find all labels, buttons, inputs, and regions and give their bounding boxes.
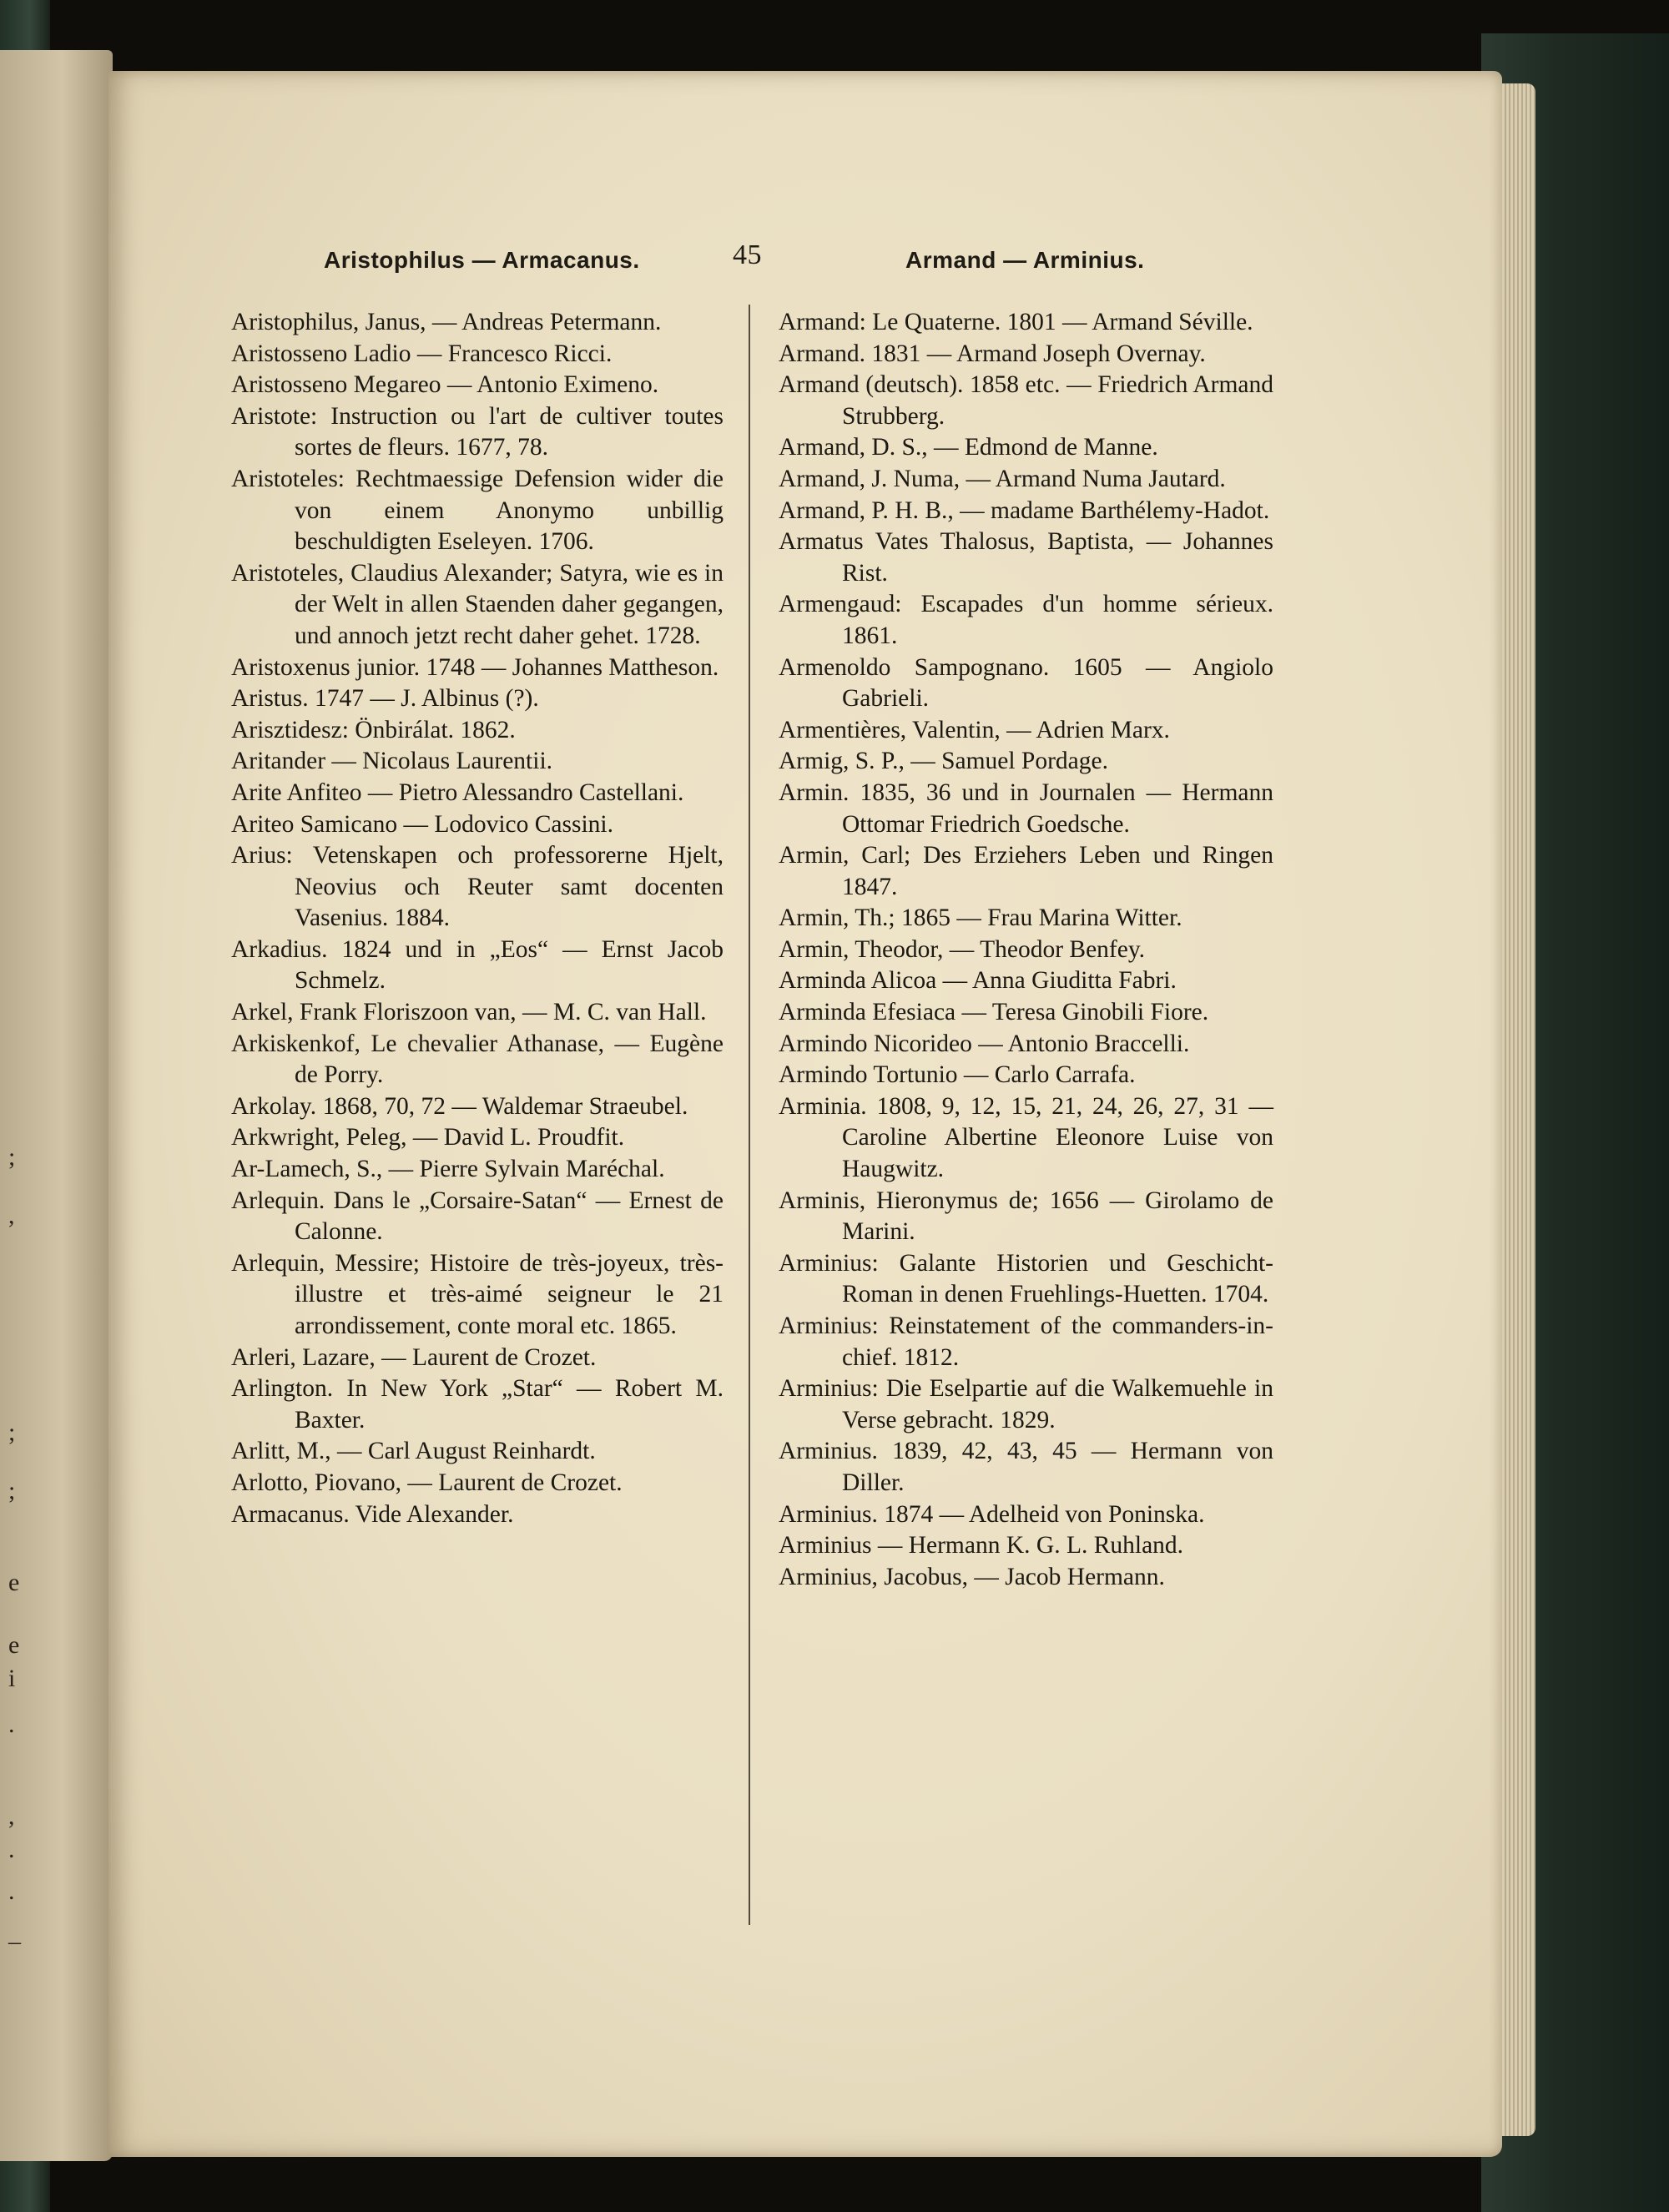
column-divider: [749, 305, 750, 1925]
running-header-right: Armand — Arminius.: [905, 247, 1145, 273]
entry: Armentières, Valentin, — Adrien Marx.: [779, 716, 1170, 743]
entry: Ar-Lamech, S., — Pierre Sylvain Maréchal.: [231, 1156, 665, 1183]
entry: Arlequin. Dans le „Corsaire-Satan“ — Ernest de Calonne.: [231, 1187, 724, 1246]
edge-fragment: i: [8, 1665, 16, 1692]
entry: Armindo Tortunio — Carlo Carrafa.: [779, 1061, 1136, 1089]
entry: Arminda Alicoa — Anna Giuditta Fabri.: [779, 967, 1177, 995]
entry: Arminda Efesiaca — Teresa Ginobili Fiore.: [779, 999, 1209, 1026]
entry: Arminius — Hermann K. G. L. Ruhland.: [779, 1532, 1184, 1559]
edge-fragment: ;: [8, 1418, 16, 1446]
edge-fragment: .: [8, 1836, 15, 1863]
entry: Armand, J. Numa, — Armand Numa Jautard.: [779, 465, 1226, 492]
entry: Arminius. 1839, 42, 43, 45 — Hermann von Diller.: [779, 1438, 1273, 1496]
edge-fragment: .: [8, 1877, 15, 1905]
entry: Armand (deutsch). 1858 etc. — Friedrich Armand Strubberg.: [779, 371, 1273, 430]
entry: Arite Anfiteo — Pietro Alessandro Castellani.: [231, 778, 684, 806]
entry: Arkel, Frank Floriszoon van, — M. C. van Hall.: [231, 999, 707, 1026]
entry: Armatus Vates Thalosus, Baptista, — Johannes Rist.: [779, 528, 1273, 587]
entry: Arminius, Jacobus, — Jacob Hermann.: [779, 1563, 1165, 1590]
entry: Armand, P. H. B., — madame Barthélemy-Hadot.: [779, 496, 1270, 524]
edge-fragment: ,: [8, 1202, 15, 1229]
entry: Arkolay. 1868, 70, 72 — Waldemar Straeubel.: [231, 1092, 688, 1120]
entry: Armin, Th.; 1865 — Frau Marina Witter.: [779, 904, 1182, 932]
entry: Arisztidesz: Önbirálat. 1862.: [231, 716, 516, 743]
entry: Arius: Vetenskapen och professorerne Hjelt, Neovius och Reuter samt docenten Vasenius. 1884.: [231, 842, 724, 932]
entry: Aristoteles, Claudius Alexander; Satyra, wie es in der Welt in allen Staenden daher gegangen, und annoch jetzt recht daher gehet. 1728.: [231, 559, 724, 649]
entry: Arminia. 1808, 9, 12, 15, 21, 24, 26, 27, 31 — Caroline Albertine Eleonore Luise von Haugwitz.: [779, 1092, 1273, 1183]
entry: Aritander — Nicolaus Laurentii.: [231, 748, 553, 775]
entries-column-right: [779, 307, 1273, 1593]
edge-fragment: _: [8, 1919, 21, 1947]
facing-page-edge: [0, 50, 113, 2161]
entry: Aristosseno Megareo — Antonio Eximeno.: [231, 371, 659, 399]
edge-fragment: ,: [8, 1802, 15, 1830]
running-header-left: Aristophilus — Armacanus.: [324, 247, 640, 273]
entry: Armin. 1835, 36 und in Journalen — Hermann Ottomar Friedrich Goedsche.: [779, 778, 1273, 838]
entry: Armand: Le Quaterne. 1801 — Armand Séville.: [779, 309, 1253, 335]
edge-fragment: .: [8, 1711, 15, 1738]
entry: Aristote: Instruction ou l'art de cultiver toutes sortes de fleurs. 1677, 78.: [231, 402, 724, 461]
entry: Armengaud: Escapades d'un homme sérieux. 1861.: [779, 591, 1273, 649]
entries-column-left: [231, 307, 724, 1530]
entry: Arminius: Die Eselpartie auf die Walkemuehle in Verse gebracht. 1829.: [779, 1375, 1273, 1434]
entry: Arlequin, Messire; Histoire de très-joyeux, très-illustre et très-aimé seigneur le 21 arrondissement, conte moral etc. 1865.: [231, 1249, 724, 1339]
entry: Aristosseno Ladio — Francesco Ricci.: [231, 340, 613, 367]
entry: Armand. 1831 — Armand Joseph Overnay.: [779, 340, 1206, 367]
entry: Arleri, Lazare, — Laurent de Crozet.: [231, 1343, 597, 1371]
entry: Arminius: Reinstatement of the commanders-in-chief. 1812.: [779, 1313, 1273, 1371]
entry: Arminis, Hieronymus de; 1656 — Girolamo de Marini.: [779, 1187, 1273, 1246]
edge-fragment: e: [8, 1631, 20, 1659]
entry: Arkiskenkof, Le chevalier Athanase, — Eugène de Porry.: [231, 1030, 724, 1089]
entry: Armacanus. Vide Alexander.: [231, 1500, 514, 1528]
entry: Ariteo Samicano — Lodovico Cassini.: [231, 810, 613, 838]
page-number: 45: [733, 239, 762, 270]
entry: Armin, Theodor, — Theodor Benfey.: [779, 935, 1146, 963]
entry: Arminius. 1874 — Adelheid von Poninska.: [779, 1500, 1205, 1528]
entry: Armig, S. P., — Samuel Pordage.: [779, 748, 1108, 775]
entry: Armand, D. S., — Edmond de Manne.: [779, 434, 1158, 461]
entry: Aristus. 1747 — J. Albinus (?).: [231, 685, 539, 713]
entry: Arlitt, M., — Carl August Reinhardt.: [231, 1438, 596, 1465]
entry: Aristoteles: Rechtmaessige Defension wider die von einem Anonymo unbillig beschuldigten Eseleyen. 1706.: [231, 465, 724, 556]
entry: Aristoxenus junior. 1748 — Johannes Mattheson.: [231, 653, 719, 681]
entry: Arlotto, Piovano, — Laurent de Crozet.: [231, 1469, 623, 1496]
entry: Armenoldo Sampognano. 1605 — Angiolo Gabrieli.: [779, 653, 1273, 713]
edge-fragment: ;: [8, 1477, 16, 1504]
entry: Armindo Nicorideo — Antonio Braccelli.: [779, 1030, 1190, 1057]
entry: Aristophilus, Janus, — Andreas Petermann.: [231, 309, 662, 335]
entry: Arminius: Galante Historien und Geschicht-Roman in denen Fruehlings-Huetten. 1704.: [779, 1249, 1273, 1308]
edge-fragment: e: [8, 1569, 20, 1596]
entry: Arlington. In New York „Star“ — Robert M. Baxter.: [231, 1375, 724, 1434]
entry: Armin, Carl; Des Erziehers Leben und Ringen 1847.: [779, 842, 1273, 900]
edge-fragment: ;: [8, 1143, 16, 1171]
entry: Arkadius. 1824 und in „Eos“ — Ernst Jacob Schmelz.: [231, 935, 724, 995]
entry: Arkwright, Peleg, — David L. Proudfit.: [231, 1124, 625, 1151]
